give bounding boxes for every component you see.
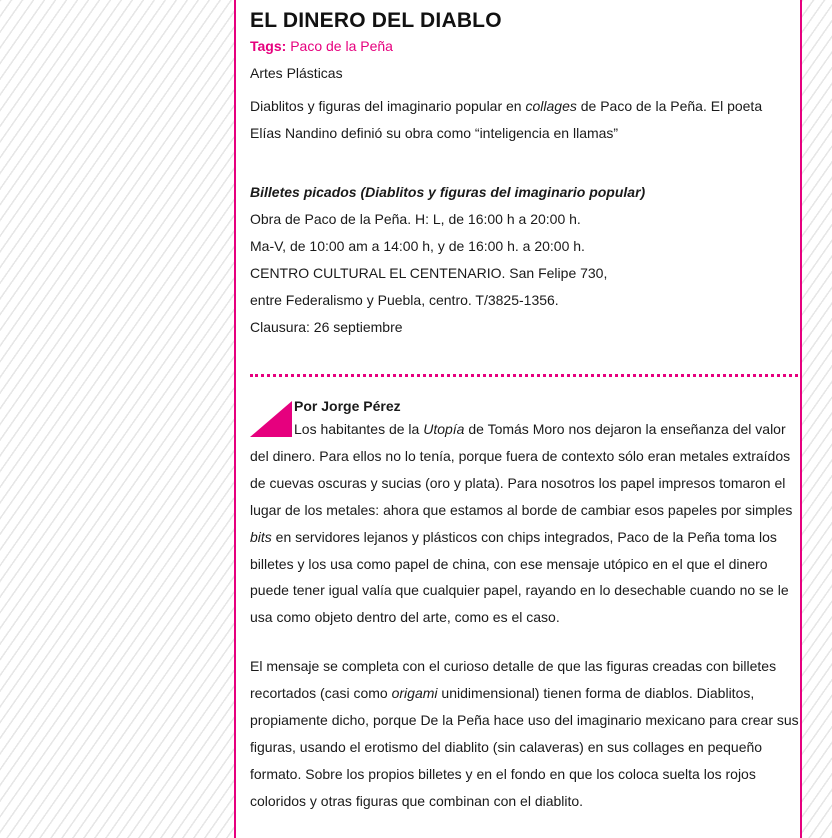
article-card [234,0,802,838]
para2-text-b: unidimensional) tienen forma de diablos. Diablitos, propiamente dicho, porque De la Peña hace uso del imaginario mexicano para crear sus figuras, usando el erotismo del diablito (sin calaveras) en sus collages en pequeño formato. Sobre los propios billetes y en el fondo en que los coloca suelta los rojos coloridos y otras figuras que combinan con el diablito. [250,685,799,809]
review-paragraph-2 [250,653,800,814]
summary-text-1: Diablitos y figuras del imaginario popular en [250,98,526,114]
para2-emphasis-1: origami [391,685,438,702]
event-line-hours-2: Ma-V, de 10:00 am a 14:00 h, y de 16:00 h. a 20:00 h. [250,238,585,254]
event-title: Billetes picados (Diablitos y figuras del imaginario popular) [250,184,646,200]
article-title: EL DINERO DEL DIABLO [250,9,502,32]
category-label: Artes Plásticas [250,65,343,81]
para1-emphasis-2: bits [250,528,272,545]
author-byline: Por Jorge Pérez [294,398,401,414]
para1-emphasis-1: Utopía [423,421,465,437]
event-line-closing: Clausura: 26 septiembre [250,319,403,335]
para1-text-a: Los habitantes de la [294,421,424,437]
para2-text-a: El mensaje se completa con el curioso detalle de que las figuras creadas con billetes recortados (casi como [250,658,777,702]
tag-link[interactable]: Paco de la Peña [290,38,393,54]
article-header [250,8,796,341]
event-line-venue: CENTRO CULTURAL EL CENTENARIO. San Felipe 730, [250,265,608,281]
tags-line [250,36,796,56]
article-summary [250,93,796,147]
para1-text-b: de Tomás Moro nos dejaron la enseñanza del valor del dinero. Para ellos no lo tenía, porque fuera de contexto sólo eran metales extraídos de cuevas oscuras y sucias (oro y plata). Para nosotros los papel impresos tomaron el lugar de los metales: ahora que estamos al borde de cambiar esos papeles por simples [250,421,793,518]
para1-text-c: en servidores lejanos y plásticos con chips integrados, Paco de la Peña toma los billetes y los usa como papel de china, con ese mensaje utópico en el que el dinero puede tener igual valía que cualquier papel, rayando en lo desechable cuando no se le usa como objeto dentro del arte, como es el caso. [250,528,789,626]
tags-label: Tags: [250,38,287,54]
event-line-hours-1: Obra de Paco de la Peña. H: L, de 16:00 h a 20:00 h. [250,211,581,227]
summary-emphasis: collages [525,98,577,114]
review-paragraph-1 [250,416,800,631]
event-line-address: entre Federalismo y Puebla, centro. T/3825-1356. [250,292,559,308]
dotted-divider [250,374,798,377]
review-body [250,416,800,815]
summary-text-2: de Paco de la Peña. El poeta Elías Nandino definió su obra como “inteligencia en llamas” [250,98,763,141]
